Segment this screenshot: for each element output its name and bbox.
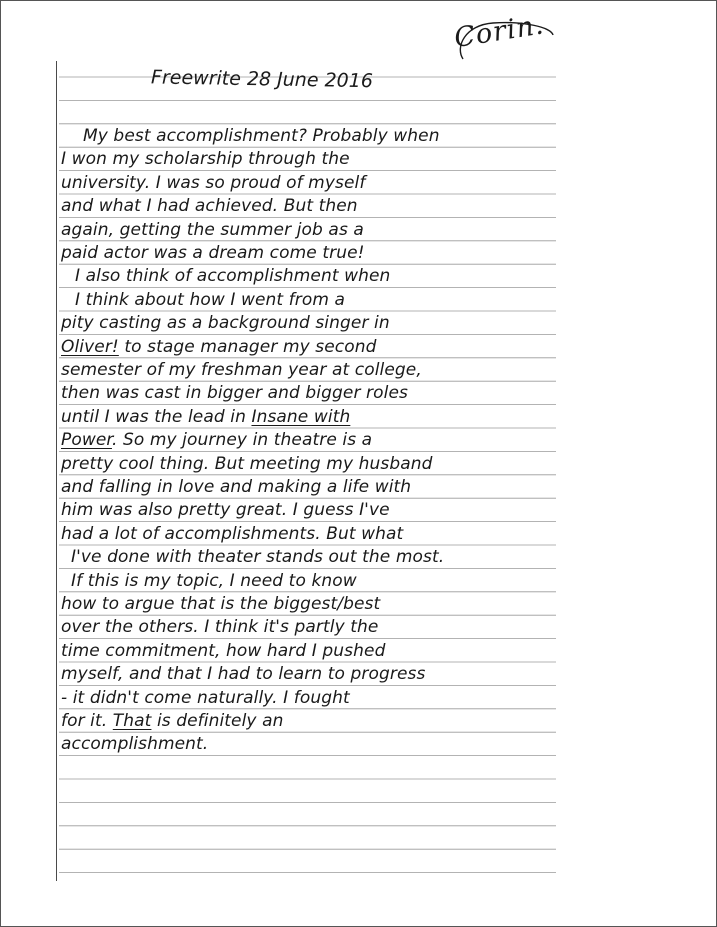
handwritten-line — [61, 381, 408, 405]
line-text: I also think of accomplishment when — [75, 266, 391, 287]
line-text: until I was the lead in — [61, 406, 252, 427]
handwritten-line — [61, 522, 403, 546]
line-text: myself, and that I had to learn to progress — [61, 664, 426, 685]
line-text: pretty cool thing. But meeting my husband — [61, 453, 433, 474]
line-text: semester of my freshman year at college, — [61, 360, 422, 380]
handwritten-line — [61, 405, 350, 429]
handwritten-line — [83, 124, 440, 148]
handwritten-line — [71, 545, 444, 569]
handwritten-line — [61, 662, 425, 686]
handwritten-line — [61, 498, 390, 522]
handwritten-line — [61, 732, 208, 756]
handwritten-line — [61, 358, 422, 382]
line-text: If this is my topic, I need to know — [71, 570, 357, 591]
handwritten-line — [75, 288, 345, 312]
handwritten-line — [61, 592, 380, 616]
handwritten-line — [61, 452, 433, 476]
handwritten-line — [61, 147, 350, 171]
handwritten-line — [61, 686, 350, 710]
author-signature: Corin. — [452, 9, 547, 54]
handwritten-line — [61, 218, 364, 242]
line-text: to stage manager my second — [118, 336, 377, 357]
handwritten-line — [61, 335, 377, 359]
line-text: - it didn't come naturally. I fought — [61, 687, 350, 708]
line-text: pity casting as a background singer in — [61, 313, 390, 334]
line-text: I think about how I went from a — [75, 289, 346, 310]
handwritten-line — [61, 311, 390, 335]
line-text: accomplishment. — [61, 734, 209, 755]
underlined-text: Insane with — [251, 406, 351, 427]
handwritten-line — [61, 709, 284, 733]
line-text: then was cast in bigger and bigger roles — [61, 383, 408, 404]
handwritten-line — [61, 171, 365, 195]
line-text: paid actor was a dream come true! — [61, 243, 365, 263]
underlined-text: Oliver! — [61, 336, 119, 357]
line-text: for it. — [61, 711, 113, 731]
handwritten-line — [61, 428, 372, 452]
line-text: time commitment, how hard I pushed — [61, 640, 386, 661]
handwritten-line — [61, 639, 385, 663]
line-text: him was also pretty great. I guess I've — [61, 500, 390, 521]
line-text: is definitely an — [151, 711, 284, 731]
line-text: university. I was so proud of myself — [61, 172, 366, 193]
line-text: I've done with theater stands out the most. — [71, 547, 445, 568]
line-text: over the others. I think it's partly the — [61, 617, 379, 638]
handwritten-line — [61, 615, 378, 639]
line-text: and what I had achieved. But then — [61, 196, 358, 217]
underlined-text: Power — [61, 430, 112, 451]
line-text: My best accomplishment? Probably when — [83, 126, 440, 146]
line-text: . So my journey in theatre is a — [111, 430, 373, 451]
underlined-text: That — [112, 711, 152, 731]
page-title: Freewrite 28 June 2016 — [150, 66, 374, 93]
line-text: I won my scholarship through the — [61, 149, 350, 170]
line-text: and falling in love and making a life with — [61, 477, 412, 497]
handwritten-line — [61, 194, 358, 218]
line-text: again, getting the summer job as a — [61, 219, 364, 240]
handwritten-line — [61, 475, 411, 499]
handwritten-line — [75, 264, 390, 288]
handwritten-line — [71, 569, 357, 593]
handwritten-line — [61, 241, 365, 265]
line-text: had a lot of accomplishments. But what — [61, 523, 404, 544]
line-text: how to argue that is the biggest/best — [61, 594, 381, 614]
margin-line — [56, 61, 57, 881]
